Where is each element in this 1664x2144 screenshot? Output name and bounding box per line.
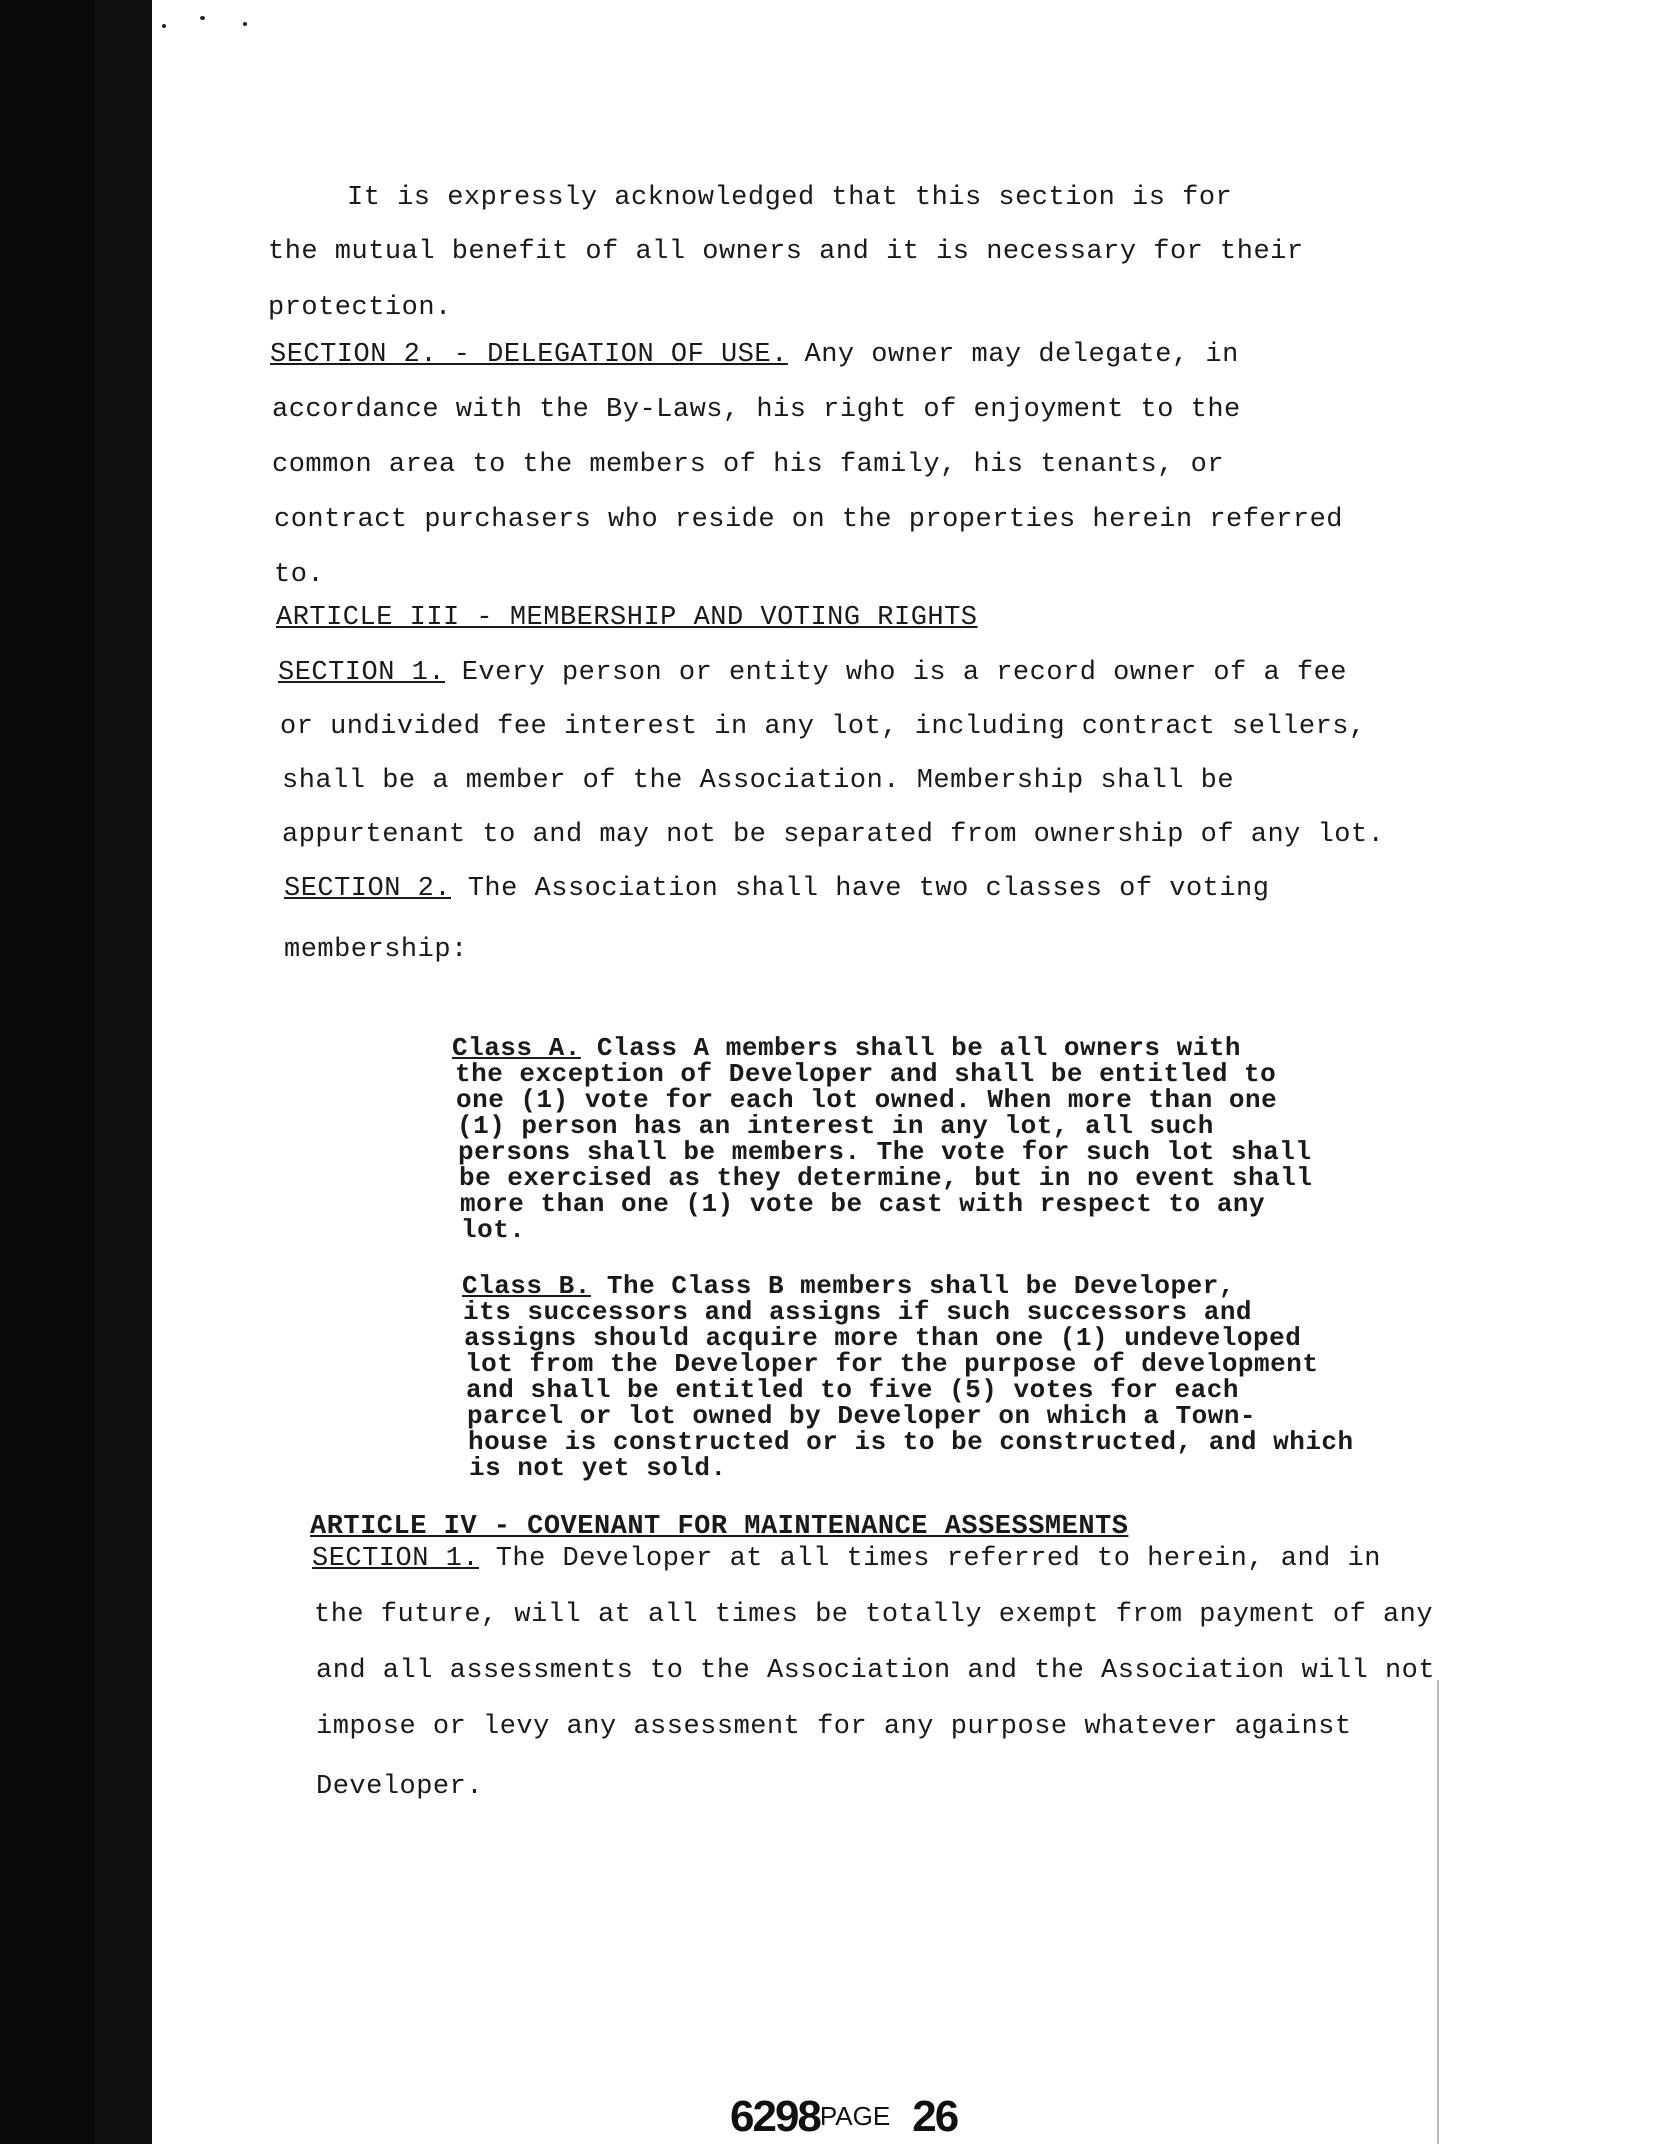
body-text-line: and shall be entitled to five (5) votes for each [466, 1375, 1239, 1405]
body-text-line: one (1) vote for each lot owned. When more than one [456, 1085, 1278, 1115]
body-text-line: lot from the Developer for the purpose of development [465, 1349, 1319, 1379]
article-heading: ARTICLE IV - COVENANT FOR MAINTENANCE ASSESSMENTS [310, 1512, 1129, 1542]
body-text-line: the future, will at all times be totally exempt from payment of any [314, 1600, 1434, 1630]
article-heading: ARTICLE III - MEMBERSHIP AND VOTING RIGHTS [276, 603, 978, 633]
body-text-line: Developer. [316, 1772, 484, 1802]
section-label: SECTION 2. [284, 874, 452, 904]
class-label: Class B. [462, 1271, 591, 1301]
body-text: Any owner may delegate, in [787, 340, 1239, 370]
body-text-line: contract purchasers who reside on the properties herein referred [274, 505, 1343, 535]
body-text-line: shall be a member of the Association. Membership shall be [282, 766, 1235, 796]
section-label: SECTION 1. [312, 1544, 480, 1574]
body-text: Every person or entity who is a record owner of a fee [445, 658, 1347, 688]
article-3-section-1-line [278, 658, 1347, 688]
body-text-line: more than one (1) vote be cast with respect to any [460, 1189, 1266, 1219]
class-b-line [462, 1273, 1235, 1299]
page-word: PAGE [819, 2101, 891, 2131]
body-text-line: protection. [268, 293, 452, 323]
body-text-line: the mutual benefit of all owners and it is necessary for their [268, 237, 1304, 267]
body-text-line: common area to the members of his family, his tenants, or [272, 450, 1225, 480]
body-text: The Developer at all times referred to herein, and in [479, 1544, 1381, 1574]
scan-speck [243, 22, 247, 26]
section-2-heading-line [270, 340, 1239, 370]
body-text: Class A members shall be all owners with [580, 1033, 1242, 1063]
class-label: Class A. [452, 1033, 581, 1063]
body-text-line: be exercised as they determine, but in no event shall [459, 1163, 1313, 1193]
scan-edge-line [1437, 1680, 1439, 2144]
book-number: 6298 [730, 2092, 820, 2141]
body-text-line: accordance with the By-Laws, his right of enjoyment to the [272, 395, 1241, 425]
body-text-line: or undivided fee interest in any lot, including contract sellers, [280, 712, 1366, 742]
body-text-line: house is constructed or is to be constructed, and which [468, 1427, 1354, 1457]
body-text-line: its successors and assigns if such successors and [463, 1297, 1253, 1327]
body-text-line: parcel or lot owned by Developer on which a Town- [467, 1401, 1257, 1431]
body-text-line: lot. [461, 1215, 526, 1245]
body-text-line: appurtenant to and may not be separated from ownership of any lot. [282, 820, 1385, 850]
scan-margin-bar [0, 0, 152, 2144]
body-text-line: assigns should acquire more than one (1) undeveloped [464, 1323, 1302, 1353]
body-text-line: membership: [284, 935, 468, 965]
article-4-section-1-line [312, 1544, 1381, 1574]
body-text-line: and all assessments to the Association and the Association will not [316, 1656, 1436, 1686]
class-a-line [452, 1035, 1241, 1061]
article-3-section-2-line [284, 874, 1269, 904]
scan-speck [162, 24, 166, 28]
body-text-line: (1) person has an interest in any lot, all such [457, 1111, 1214, 1141]
body-text-line: the exception of Developer and shall be entitled to [455, 1059, 1277, 1089]
body-text-line: persons shall be members. The vote for such lot shall [458, 1137, 1312, 1167]
body-text: The Class B members shall be Developer, [590, 1271, 1235, 1301]
body-text: The Association shall have two classes of voting [451, 874, 1270, 904]
page-number: 26 [912, 2092, 958, 2141]
book-page-stamp [730, 2092, 957, 2142]
body-text-line: It is expressly acknowledged that this section is for [347, 183, 1233, 213]
body-text-line: is not yet sold. [469, 1453, 727, 1483]
section-heading: SECTION 2. - DELEGATION OF USE. [270, 340, 788, 370]
scan-margin-shadow [95, 0, 152, 2144]
body-text-line: to. [274, 560, 325, 590]
body-text-line: impose or levy any assessment for any purpose whatever against [316, 1712, 1352, 1742]
section-label: SECTION 1. [278, 658, 446, 688]
scan-speck [200, 16, 205, 20]
